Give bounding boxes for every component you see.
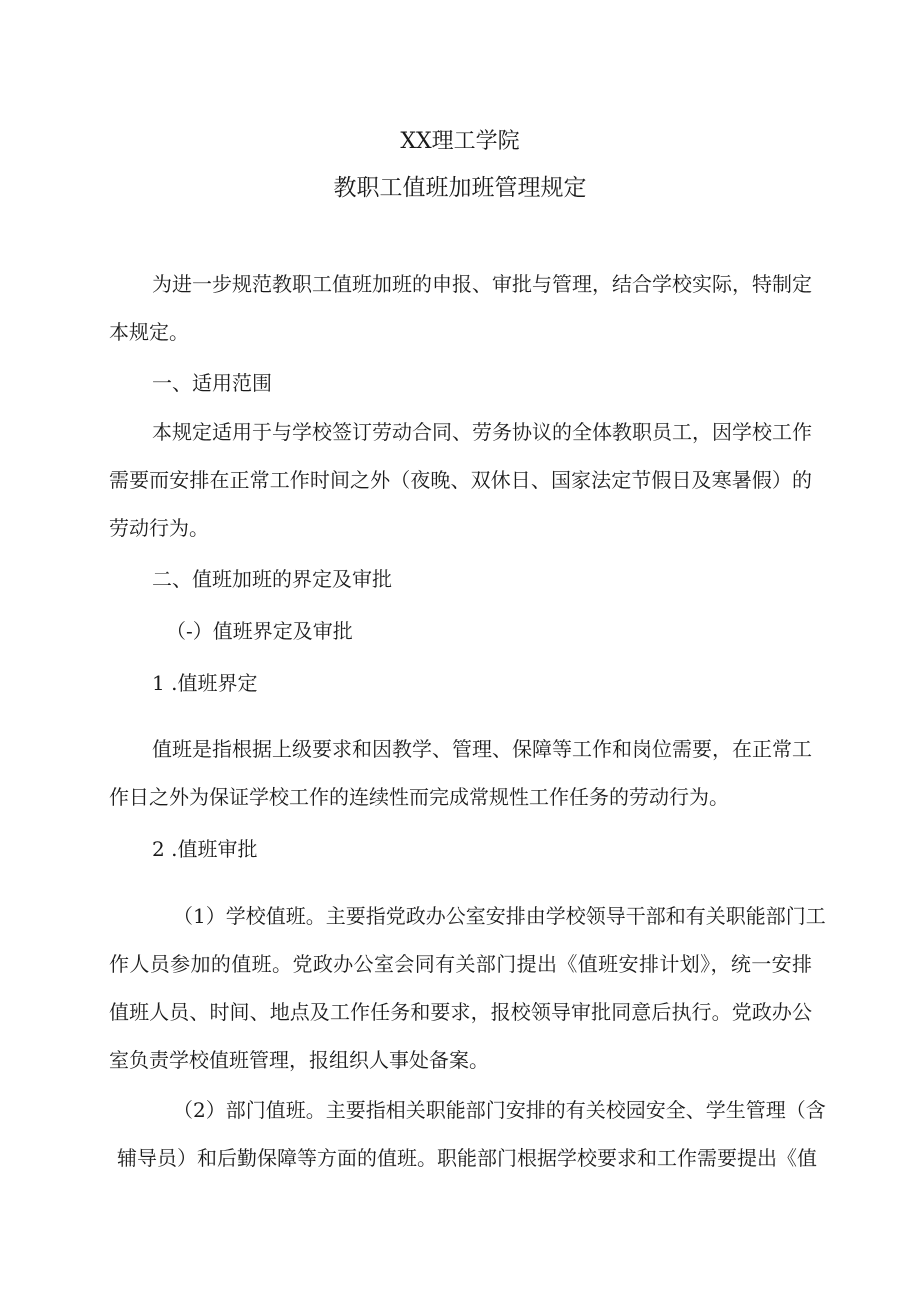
paragraph-line: 值班是指根据上级要求和因教学、管理、保障等工作和岗位需要，在正常工 [152,737,812,761]
paragraph-line: 需要而安排在正常工作时间之外（夜晚、双休日、国家法定节假日及寒暑假）的 [109,468,812,492]
item-heading: 2 .值班审批 [152,837,258,861]
paragraph-line: 值班人员、时间、地点及工作任务和要求，报校领导审批同意后执行。党政办公 [109,1000,812,1024]
document-title-regulation: 教职工值班加班管理规定 [333,175,587,201]
paragraph-line: 为进一步规范教职工值班加班的申报、审批与管理，结合学校实际，特制定 [152,272,812,296]
paragraph-line: 作日之外为保证学校工作的连续性而完成常规性工作任务的劳动行为。 [109,785,729,809]
paragraph-line: 室负责学校值班管理，报组织人事处备案。 [109,1048,489,1072]
paragraph-line: （2）部门值班。主要指相关职能部门安排的有关校园安全、学生管理（含 [173,1098,826,1122]
paragraph-line: 本规定。 [109,320,189,344]
paragraph-line: （1）学校值班。主要指党政办公室安排由学校领导干部和有关职能部门工 [173,904,826,928]
paragraph-line: 劳动行为。 [109,516,209,540]
paragraph-line: 辅导员）和后勤保障等方面的值班。职能部门根据学校要求和工作需要提出《值 [117,1146,817,1170]
paragraph-line: 作人员参加的值班。党政办公室会同有关部门提出《值班安排计划》，统一安排 [109,952,812,976]
section-heading: 一、适用范围 [152,371,272,395]
paragraph-line: 本规定适用于与学校签订劳动合同、劳务协议的全体教职员工，因学校工作 [152,420,812,444]
item-heading: 1 .值班界定 [152,671,258,695]
section-heading: 二、值班加班的界定及审批 [152,567,392,591]
subsection-heading: （-）值班界定及审批 [166,619,353,643]
document-title-school: XX理工学院 [400,129,520,154]
